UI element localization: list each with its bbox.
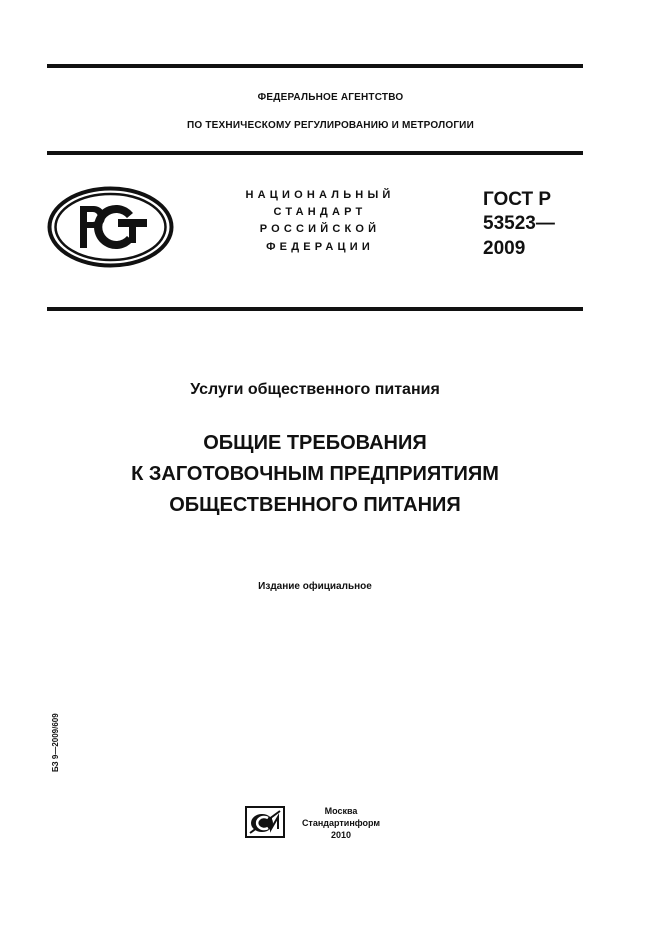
edition-label: Издание официальное (258, 581, 372, 592)
gost-designation-line-2: 53523— (483, 213, 555, 234)
national-standard-line-1: НАЦИОНАЛЬНЫЙ (245, 189, 395, 201)
document-subtitle: Услуги общественного питания (190, 381, 440, 398)
publisher-city: Москва (324, 806, 358, 816)
national-standard-line-4: ФЕДЕРАЦИИ (266, 241, 374, 253)
national-standard-line-3: РОССИЙСКОЙ (259, 223, 381, 235)
document-title-line-2: К ЗАГОТОВОЧНЫМ ПРЕДПРИЯТИЯМ (131, 463, 499, 485)
gost-designation-line-1: ГОСТ Р (483, 189, 552, 210)
document-title-line-1: ОБЩИЕ ТРЕБОВАНИЯ (203, 432, 427, 454)
top-rule (47, 64, 583, 68)
standartinform-logo-icon (245, 806, 285, 838)
document-title-line-3: ОБЩЕСТВЕННОГО ПИТАНИЯ (169, 494, 461, 516)
gost-r-logo-icon (47, 186, 174, 268)
publisher-year: 2010 (330, 830, 352, 840)
publisher-name: Стандартинформ (301, 818, 381, 828)
agency-line-1: ФЕДЕРАЛЬНОЕ АГЕНТСТВО (257, 92, 404, 103)
side-code: БЗ 9—2009/609 (51, 713, 60, 772)
national-standard-line-2: СТАНДАРТ (273, 206, 367, 218)
bottom-rule (47, 307, 583, 311)
middle-rule (47, 151, 583, 155)
gost-designation-line-3: 2009 (483, 238, 526, 259)
agency-line-2: ПО ТЕХНИЧЕСКОМУ РЕГУЛИРОВАНИЮ И МЕТРОЛОГИИ (187, 120, 474, 131)
